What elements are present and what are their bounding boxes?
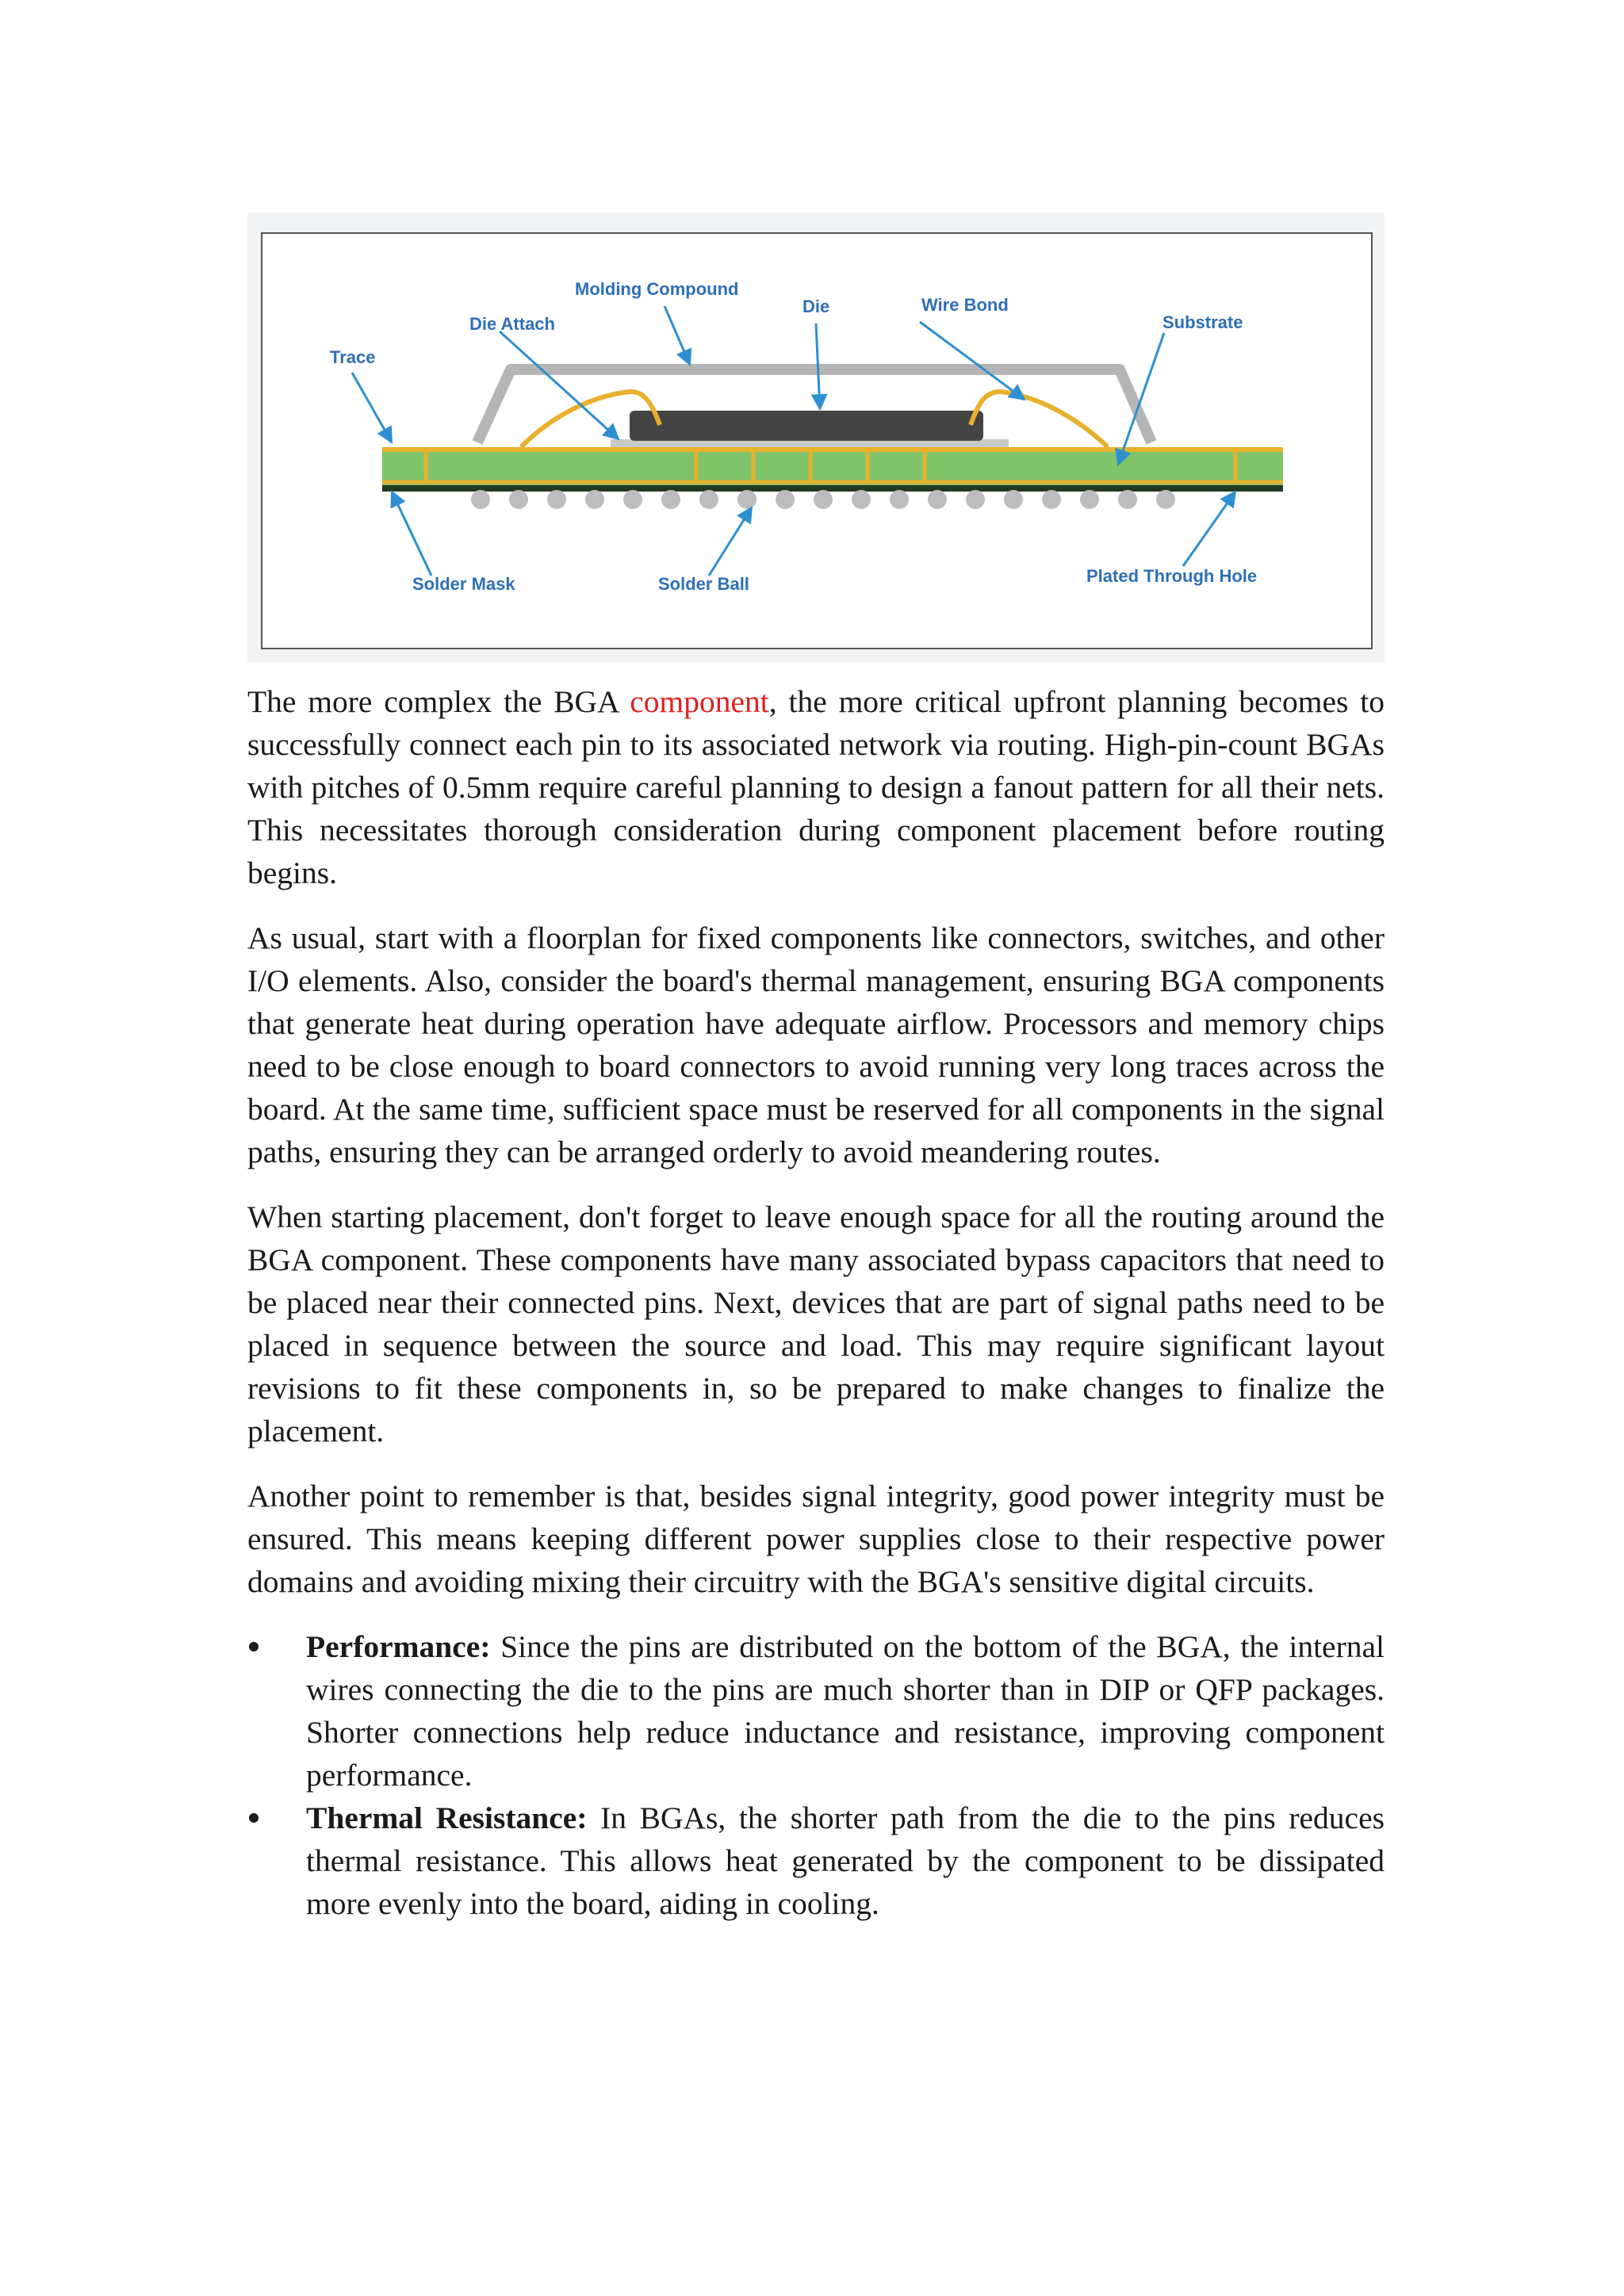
label-wire-bond: Wire Bond: [921, 295, 1009, 315]
list-item: [247, 1625, 1385, 1797]
bga-diagram: [247, 212, 1385, 662]
paragraph-text: , the more critical upfront planning becomes to successfully connect each pin to its associated network via routing. High-pin-count BGAs with pitches of 0.5mm require careful planning to design a fanout pattern for all their nets. This necessitates thorough consideration during component placement before routing begins.: [247, 684, 1385, 890]
substrate-shape: [382, 447, 1283, 485]
list-item-text: Since the pins are distributed on the bottom of the BGA, the internal wires connecting the die to the pins are much shorter than in DIP or QFP packages. Shorter connections help reduce inductance and resistance, improving component performance.: [306, 1629, 1385, 1793]
label-die-attach: Die Attach: [469, 314, 555, 334]
paragraph-floorplan: As usual, start with a floorplan for fixed components like connectors, switches, and other I/O elements. Also, consider the board's thermal management, ensuring BGA components that generate heat during operation have adequate airflow. Processors and memory chips need to be close enough to board connectors to avoid running very long traces across the board. At the same time, sufficient space must be reserved for all components in the signal paths, ensuring they can be arranged orderly to avoid meandering routes.: [247, 920, 1385, 1169]
paragraph-placement: When starting placement, don't forget to leave enough space for all the routing around the BGA component. These components have many associated bypass capacitors that need to be placed near their connected pins. Next, devices that are part of signal paths need to be placed in sequence between the source and load. This may require significant layout revisions to fit these components in, so be prepared to make changes to finalize the placement.: [247, 1200, 1385, 1448]
label-molding-compound: Molding Compound: [575, 279, 739, 299]
label-trace: Trace: [330, 347, 376, 367]
list-item-title: Thermal Resistance:: [306, 1800, 588, 1835]
die-shape: [630, 411, 983, 441]
list-item: [247, 1797, 1385, 1925]
label-solder-mask: Solder Mask: [412, 574, 515, 594]
paragraph-power-integrity: Another point to remember is that, besides signal integrity, good power integrity must be ensured. This means keeping different power supplies close to their respective power domains and avoiding mixing their circuitry with the BGA's sensitive digital circuits.: [247, 1479, 1385, 1599]
label-plated-through-hole: Plated Through Hole: [1086, 566, 1258, 586]
list-item-title: Performance:: [306, 1629, 491, 1664]
bullet-icon: [249, 1813, 259, 1823]
bga-cross-section-figure: [247, 212, 1385, 662]
label-solder-ball: Solder Ball: [658, 574, 749, 594]
paragraph-text: The more complex the BGA: [247, 684, 630, 719]
list-item-text: In BGAs, the shorter path from the die to the pins reduces thermal resistance. This allows heat generated by the component to be dissipated more evenly into the board, aiding in cooling.: [306, 1800, 1385, 1921]
label-substrate: Substrate: [1162, 312, 1243, 332]
label-die: Die: [802, 297, 830, 316]
component-link[interactable]: component: [630, 684, 769, 719]
article-body: [247, 680, 1385, 1925]
advantages-list: [247, 1625, 1385, 1925]
paragraph-bga-planning: [247, 680, 1385, 894]
bullet-icon: [249, 1642, 259, 1651]
